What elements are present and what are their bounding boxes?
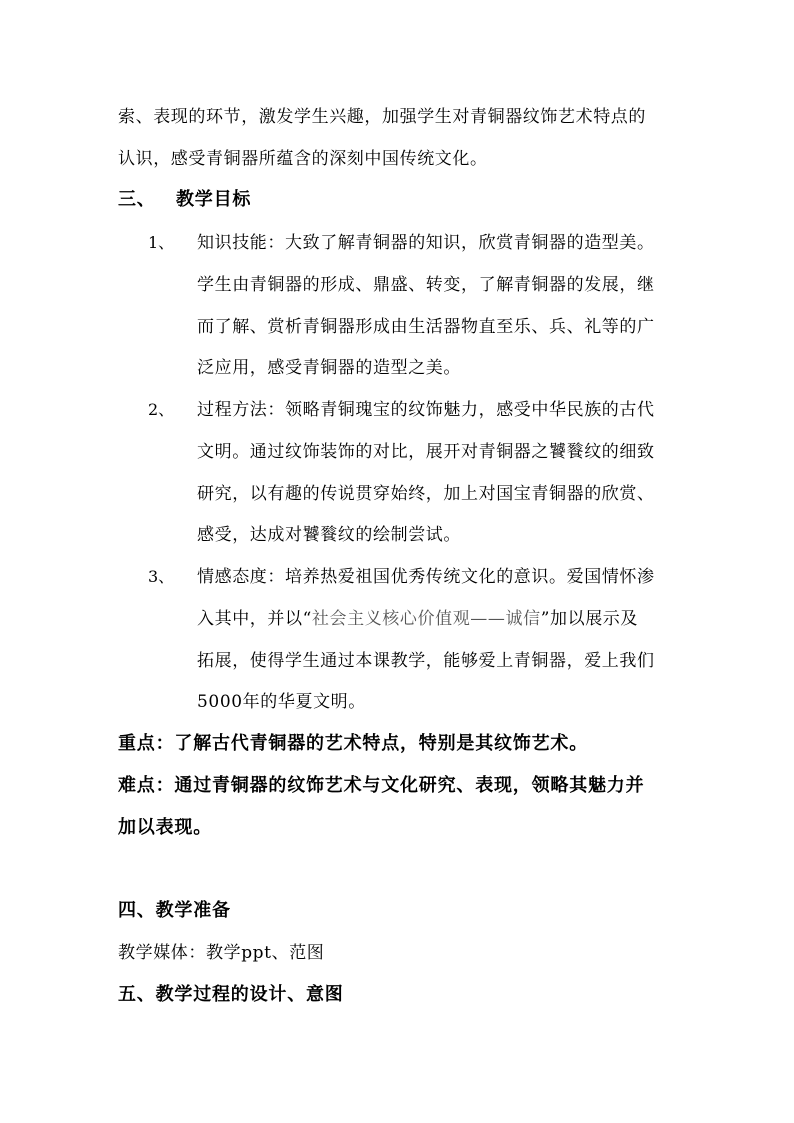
- intro-line-1: 索、表现的环节，激发学生兴趣，加强学生对青铜器纹饰艺术特点的: [118, 107, 646, 127]
- objective-2-line-2: 文明。通过纹饰装饰的对比，展开对青铜器之饕餮纹的细致: [197, 442, 655, 462]
- objective-3-line-2-pre: 入其中，并以“: [197, 609, 312, 629]
- objective-3-line-4: 5000年的华夏文明。: [197, 692, 366, 712]
- objective-2-line-1: 过程方法：领略青铜瑰宝的纹饰魅力，感受中华民族的古代: [197, 400, 655, 420]
- objective-3-line-1: 情感态度：培养热爱祖国优秀传统文化的意识。爱国情怀渗: [197, 567, 655, 587]
- objective-3-line-2-post: ”加以展示及: [540, 609, 638, 629]
- objective-2-line-4: 感受，达成对饕餮纹的绘制尝试。: [197, 525, 461, 545]
- objective-3-line-2: [197, 608, 638, 630]
- objective-1-line-4: 泛应用，感受青铜器的造型之美。: [197, 358, 461, 378]
- objective-1-number: 1、: [148, 233, 175, 252]
- section-4-title: 四、教学准备: [118, 900, 231, 921]
- key-point: 重点：了解古代青铜器的艺术特点，特别是其纹饰艺术。: [118, 733, 588, 754]
- section-5-title: 五、教学过程的设计、意图: [118, 984, 344, 1005]
- objective-1-line-3: 而了解、赏析青铜器形成由生活器物直至乐、兵、礼等的广: [197, 317, 655, 337]
- objective-3-number: 3、: [148, 567, 175, 586]
- difficulty-line-1: 难点：通过青铜器的纹饰艺术与文化研究、表现，领略其魅力并: [118, 775, 645, 796]
- objective-3-line-3: 拓展，使得学生通过本课教学，能够爱上青铜器，爱上我们: [197, 651, 655, 671]
- difficulty-line-2: 加以表现。: [118, 817, 212, 838]
- objective-2-line-3: 研究，以有趣的传说贯穿始终，加上对国宝青铜器的欣赏、: [197, 484, 655, 504]
- section-3-title: 教学目标: [176, 189, 252, 210]
- objective-2-number: 2、: [148, 400, 175, 419]
- objective-1-line-1: 知识技能：大致了解青铜器的知识，欣赏青铜器的造型美。: [197, 233, 655, 253]
- core-values-quote: 社会主义核心价值观——诚信: [311, 609, 541, 629]
- teaching-media: 教学媒体：教学ppt、范图: [118, 943, 325, 963]
- objective-1-line-2: 学生由青铜器的形成、鼎盛、转变，了解青铜器的发展，继: [197, 275, 655, 295]
- intro-line-2: 认识，感受青铜器所蕴含的深刻中国传统文化。: [118, 149, 488, 169]
- section-3-number: 三、: [118, 189, 156, 210]
